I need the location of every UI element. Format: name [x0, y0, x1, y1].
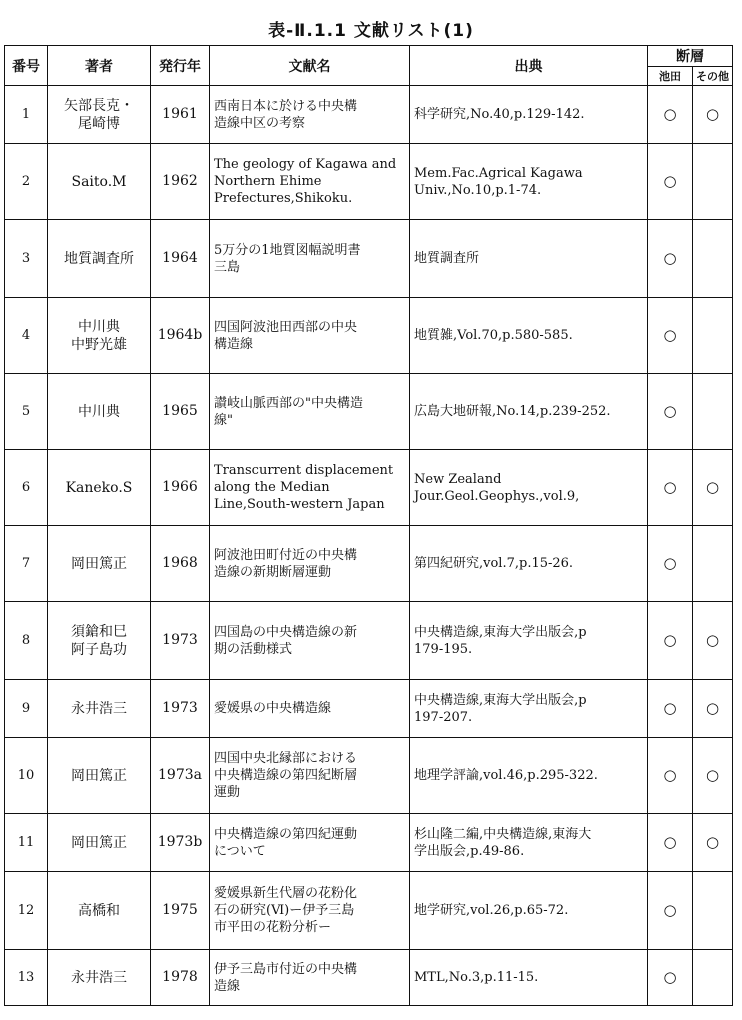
cell-year: 1978: [151, 950, 210, 1006]
cell-fault-ikeda: ○: [648, 298, 693, 374]
cell-source-line: 中央構造線,東海大学出版会,p: [414, 624, 587, 640]
cell-fault-other: [693, 144, 733, 220]
table-title: 表-Ⅱ.1.1 文献リスト(1): [268, 21, 474, 41]
cell-source: [410, 814, 648, 872]
cell-author-line: 矢部長克・: [64, 97, 134, 114]
cell-literature: [210, 374, 410, 450]
cell-author-line: 須鎗和巳: [71, 623, 127, 640]
cell-fault-ikeda: ○: [648, 86, 693, 144]
cell-author-line: 永井浩三: [71, 969, 127, 986]
cell-fault-ikeda: ○: [648, 220, 693, 298]
cell-source-line: MTL,No.3,p.11-15.: [414, 970, 539, 985]
cell-literature-line: 5万分の1地質図幅説明書: [214, 242, 361, 258]
cell-year: 1965: [151, 374, 210, 450]
cell-year: 1973: [151, 680, 210, 738]
cell-literature-line: 愛媛県の中央構造線: [214, 701, 332, 716]
cell-year: 1962: [151, 144, 210, 220]
cell-author-line: Saito.M: [71, 173, 127, 190]
cell-author: [48, 144, 151, 220]
header-no: 番号: [5, 46, 48, 86]
cell-author-line: 阿子島功: [71, 641, 127, 658]
cell-no: 1: [5, 86, 48, 144]
cell-literature-line: along the Median: [214, 480, 330, 495]
cell-source-line: 197-207.: [414, 709, 473, 725]
cell-author-line: 中川典: [78, 318, 120, 335]
table-row: [5, 872, 733, 950]
cell-year: 1968: [151, 526, 210, 602]
cell-author: [48, 526, 151, 602]
cell-fault-other: ○: [693, 450, 733, 526]
cell-literature-line: 四国阿波池田西部の中央: [214, 319, 358, 335]
table-row: [5, 220, 733, 298]
cell-literature-line: について: [214, 843, 266, 859]
cell-no: 5: [5, 374, 48, 450]
cell-author: [48, 298, 151, 374]
cell-source-line: Mem.Fac.Agrical Kagawa: [414, 165, 583, 181]
cell-fault-other: [693, 374, 733, 450]
cell-source: [410, 450, 648, 526]
cell-literature-line: 愛媛県新生代層の花粉化: [214, 886, 358, 901]
cell-year: 1964b: [151, 298, 210, 374]
table-row: [5, 814, 733, 872]
cell-author: [48, 814, 151, 872]
cell-author-line: 高橋和: [78, 902, 120, 919]
cell-author-line: 中川典: [78, 403, 120, 420]
cell-author-line: 岡田篤正: [71, 767, 127, 784]
table-row: [5, 86, 733, 144]
cell-source-line: 地学研究,vol.26,p.65-72.: [414, 903, 569, 918]
cell-literature-line: 造線中区の考察: [214, 115, 306, 131]
cell-literature: [210, 86, 410, 144]
cell-no: 7: [5, 526, 48, 602]
cell-fault-ikeda: ○: [648, 950, 693, 1006]
cell-source-line: 地質雑,Vol.70,p.580-585.: [414, 328, 573, 343]
cell-source: [410, 680, 648, 738]
cell-author: [48, 86, 151, 144]
cell-author: [48, 220, 151, 298]
cell-literature-line: 運動: [214, 785, 241, 800]
cell-literature-line: 四国島の中央構造線の新: [214, 624, 358, 640]
cell-author-line: 岡田篤正: [71, 555, 127, 572]
cell-source: [410, 526, 648, 602]
cell-literature-line: Northern Ehime: [214, 174, 322, 189]
cell-author: [48, 872, 151, 950]
cell-no: 2: [5, 144, 48, 220]
cell-literature-line: 三島: [214, 259, 241, 275]
table-row: [5, 144, 733, 220]
cell-literature-line: 期の活動様式: [214, 641, 293, 657]
cell-fault-other: ○: [693, 86, 733, 144]
header-author: 著者: [48, 46, 151, 86]
cell-author-line: 中野光雄: [71, 336, 127, 353]
cell-no: 3: [5, 220, 48, 298]
header-literature: 文献名: [210, 46, 410, 86]
cell-literature-line: 四国中央北縁部における: [214, 751, 358, 766]
table-row: [5, 298, 733, 374]
cell-literature: [210, 738, 410, 814]
cell-literature-line: 伊予三島市付近の中央構: [214, 961, 358, 977]
header-fault-other: その他: [693, 67, 733, 86]
cell-source: [410, 374, 648, 450]
cell-literature-line: 西南日本に於ける中央構: [214, 98, 358, 114]
cell-source-line: 地質調査所: [414, 251, 480, 266]
cell-literature-line: 構造線: [214, 336, 254, 352]
cell-fault-ikeda: ○: [648, 872, 693, 950]
cell-source-line: 学出版会,p.49-86.: [414, 843, 525, 859]
cell-fault-ikeda: ○: [648, 814, 693, 872]
cell-fault-other: ○: [693, 680, 733, 738]
cell-fault-ikeda: ○: [648, 680, 693, 738]
cell-source-line: 179-195.: [414, 641, 473, 657]
cell-fault-other: ○: [693, 814, 733, 872]
cell-source-line: 広島大地研報,No.14,p.239-252.: [414, 404, 611, 419]
cell-literature-line: 阿波池田町付近の中央構: [214, 547, 358, 563]
cell-source-line: 地理学評論,vol.46,p.295-322.: [414, 768, 598, 783]
cell-source: [410, 872, 648, 950]
cell-source: [410, 144, 648, 220]
cell-literature-line: 線": [214, 412, 233, 428]
cell-fault-ikeda: ○: [648, 144, 693, 220]
cell-source: [410, 86, 648, 144]
cell-literature: [210, 814, 410, 872]
cell-year: 1973a: [151, 738, 210, 814]
cell-author-line: Kaneko.S: [65, 479, 133, 496]
cell-no: 4: [5, 298, 48, 374]
cell-fault-other: [693, 220, 733, 298]
table-row: [5, 738, 733, 814]
cell-author: [48, 738, 151, 814]
cell-literature: [210, 950, 410, 1006]
cell-author: [48, 374, 151, 450]
cell-source-line: 科学研究,No.40,p.129-142.: [414, 107, 585, 122]
cell-no: 8: [5, 602, 48, 680]
cell-author-line: 尾崎博: [78, 115, 120, 132]
header-fault-ikeda: 池田: [648, 67, 693, 86]
cell-fault-other: [693, 526, 733, 602]
table-row: [5, 950, 733, 1006]
cell-source-line: Univ.,No.10,p.1-74.: [414, 182, 542, 198]
table-row: [5, 602, 733, 680]
cell-fault-ikeda: ○: [648, 374, 693, 450]
header-fault: 断層: [648, 46, 733, 67]
cell-no: 10: [5, 738, 48, 814]
cell-fault-other: [693, 872, 733, 950]
cell-literature: [210, 680, 410, 738]
cell-literature-line: 造線の新期断層運動: [214, 564, 332, 580]
cell-literature-line: 讃岐山脈西部の"中央構造: [214, 395, 363, 411]
cell-literature-line: 市平田の花粉分析ー: [214, 920, 332, 935]
cell-literature-line: The geology of Kagawa and: [214, 157, 397, 172]
cell-fault-ikeda: ○: [648, 450, 693, 526]
table-row: [5, 680, 733, 738]
cell-no: 12: [5, 872, 48, 950]
cell-source: [410, 602, 648, 680]
cell-literature-line: 石の研究(Ⅵ)ー伊予三島: [214, 903, 355, 918]
cell-literature: [210, 450, 410, 526]
cell-no: 11: [5, 814, 48, 872]
cell-source: [410, 738, 648, 814]
cell-literature-line: 中央構造線の第四紀断層: [214, 768, 358, 783]
cell-source-line: Jour.Geol.Geophys.,vol.9,: [414, 488, 580, 504]
cell-literature-line: 中央構造線の第四紀運動: [214, 826, 358, 842]
cell-fault-other: ○: [693, 738, 733, 814]
cell-no: 6: [5, 450, 48, 526]
cell-fault-other: [693, 298, 733, 374]
table-row: [5, 374, 733, 450]
cell-source: [410, 950, 648, 1006]
header-source: 出典: [410, 46, 648, 86]
cell-literature: [210, 144, 410, 220]
cell-fault-ikeda: ○: [648, 738, 693, 814]
cell-year: 1966: [151, 450, 210, 526]
literature-table: [4, 45, 733, 1006]
cell-fault-ikeda: ○: [648, 602, 693, 680]
cell-literature: [210, 298, 410, 374]
cell-literature: [210, 602, 410, 680]
cell-literature: [210, 872, 410, 950]
cell-source-line: New Zealand: [414, 471, 502, 487]
cell-year: 1961: [151, 86, 210, 144]
cell-literature-line: Transcurrent displacement: [214, 463, 394, 478]
cell-literature-line: 造線: [214, 978, 241, 994]
cell-author-line: 地質調査所: [64, 250, 134, 267]
cell-source-line: 杉山隆二編,中央構造線,東海大: [414, 826, 592, 842]
cell-author-line: 岡田篤正: [71, 834, 127, 851]
cell-source-line: 中央構造線,東海大学出版会,p: [414, 692, 587, 708]
cell-author-line: 永井浩三: [71, 700, 127, 717]
cell-no: 13: [5, 950, 48, 1006]
cell-no: 9: [5, 680, 48, 738]
cell-literature-line: Line,South-western Japan: [214, 497, 385, 512]
cell-year: 1975: [151, 872, 210, 950]
cell-fault-other: [693, 950, 733, 1006]
cell-source: [410, 298, 648, 374]
cell-source: [410, 220, 648, 298]
table-row: [5, 450, 733, 526]
cell-fault-other: ○: [693, 602, 733, 680]
cell-literature-line: Prefectures,Shikoku.: [214, 191, 353, 206]
header-year: 発行年: [151, 46, 210, 86]
cell-year: 1964: [151, 220, 210, 298]
cell-literature: [210, 220, 410, 298]
cell-source-line: 第四紀研究,vol.7,p.15-26.: [414, 556, 574, 571]
cell-author: [48, 950, 151, 1006]
cell-author: [48, 602, 151, 680]
cell-fault-ikeda: ○: [648, 526, 693, 602]
table-row: [5, 526, 733, 602]
cell-year: 1973b: [151, 814, 210, 872]
cell-author: [48, 680, 151, 738]
cell-author: [48, 450, 151, 526]
cell-literature: [210, 526, 410, 602]
cell-year: 1973: [151, 602, 210, 680]
